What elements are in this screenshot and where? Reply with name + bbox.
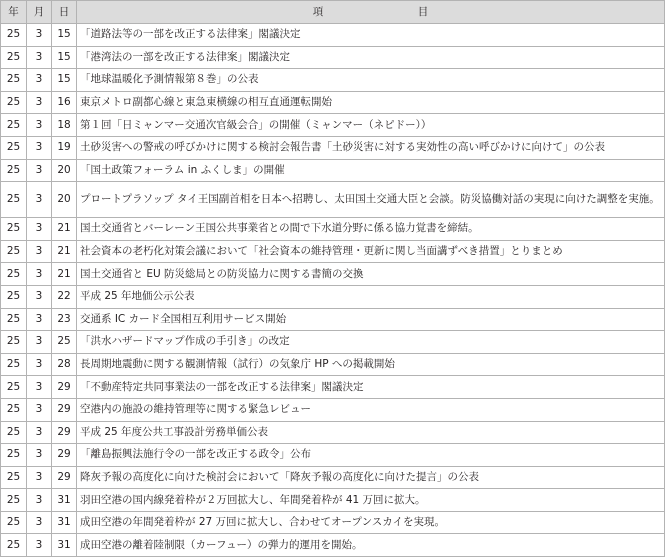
cell-day: 25	[52, 331, 77, 354]
cell-item: 交通系 IC カード全国相互利用サービス開始	[77, 308, 665, 331]
cell-item: 「道路法等の一部を改正する法律案」閣議決定	[77, 24, 665, 47]
cell-month: 3	[27, 444, 52, 467]
cell-year: 25	[1, 308, 27, 331]
cell-year: 25	[1, 376, 27, 399]
cell-day: 28	[52, 353, 77, 376]
cell-month: 3	[27, 511, 52, 534]
table-row	[1, 376, 665, 399]
table-row	[1, 218, 665, 241]
cell-day: 21	[52, 263, 77, 286]
cell-item: 降灰予報の高度化に向けた検討会において「降灰予報の高度化に向けた提言」の公表	[77, 466, 665, 489]
cell-month: 3	[27, 466, 52, 489]
cell-item: 国土交通省とバーレーン王国公共事業省との間で下水道分野に係る協力覚書を締結。	[77, 218, 665, 241]
cell-day: 29	[52, 376, 77, 399]
cell-day: 21	[52, 218, 77, 241]
cell-month: 3	[27, 159, 52, 182]
cell-year: 25	[1, 91, 27, 114]
table-row	[1, 240, 665, 263]
cell-month: 3	[27, 240, 52, 263]
table-row	[1, 398, 665, 421]
table-row	[1, 69, 665, 92]
cell-year: 25	[1, 534, 27, 557]
cell-year: 25	[1, 24, 27, 47]
cell-item: 「洪水ハザードマップ作成の手引き」の改定	[77, 331, 665, 354]
cell-item: 第１回「日ミャンマー交通次官級会合」の開催（ミャンマー（ネピドー））	[77, 114, 665, 137]
table-body	[1, 24, 665, 557]
cell-item: 空港内の施設の維持管理等に関する緊急レビュー	[77, 398, 665, 421]
table-row	[1, 489, 665, 512]
cell-item: 「港湾法の一部を改正する法律案」閣議決定	[77, 46, 665, 69]
cell-month: 3	[27, 376, 52, 399]
cell-item: 長周期地震動に関する観測情報（試行）の気象庁 HP への掲載開始	[77, 353, 665, 376]
table-row	[1, 331, 665, 354]
cell-item: 成田空港の離着陸制限（カーフュー）の弾力的運用を開始。	[77, 534, 665, 557]
cell-year: 25	[1, 466, 27, 489]
cell-item: 東京メトロ副都心線と東急東横線の相互直通運転開始	[77, 91, 665, 114]
cell-month: 3	[27, 24, 52, 47]
cell-year: 25	[1, 159, 27, 182]
cell-item: プロートプラソップ タイ王国副首相を日本へ招聘し、太田国土交通大臣と会談。防災協働対話の実現に向けた調整を実施。	[77, 182, 665, 218]
cell-month: 3	[27, 421, 52, 444]
table-row	[1, 353, 665, 376]
table-row	[1, 511, 665, 534]
table-row	[1, 136, 665, 159]
cell-year: 25	[1, 511, 27, 534]
cell-month: 3	[27, 182, 52, 218]
cell-day: 22	[52, 285, 77, 308]
table-row	[1, 308, 665, 331]
table-row	[1, 444, 665, 467]
cell-year: 25	[1, 240, 27, 263]
cell-year: 25	[1, 69, 27, 92]
cell-day: 18	[52, 114, 77, 137]
cell-month: 3	[27, 136, 52, 159]
cell-item: 成田空港の年間発着枠が 27 万回に拡大し、合わせてオープンスカイを実現。	[77, 511, 665, 534]
cell-month: 3	[27, 534, 52, 557]
cell-day: 29	[52, 444, 77, 467]
cell-day: 29	[52, 398, 77, 421]
cell-item: 土砂災害への警戒の呼びかけに関する検討会報告書「土砂災害に対する実効性の高い呼びかけに向けて」の公表	[77, 136, 665, 159]
table-row	[1, 91, 665, 114]
cell-year: 25	[1, 46, 27, 69]
cell-item: 国土交通省と EU 防災総局との防災協力に関する書簡の交換	[77, 263, 665, 286]
cell-item: 平成 25 年地価公示公表	[77, 285, 665, 308]
cell-day: 29	[52, 421, 77, 444]
cell-month: 3	[27, 69, 52, 92]
table-row	[1, 159, 665, 182]
cell-day: 20	[52, 159, 77, 182]
table-row	[1, 534, 665, 557]
header-month: 月	[27, 1, 52, 24]
cell-item: 「地球温暖化予測情報第８巻」の公表	[77, 69, 665, 92]
cell-day: 15	[52, 69, 77, 92]
cell-year: 25	[1, 114, 27, 137]
table-row	[1, 466, 665, 489]
cell-day: 31	[52, 511, 77, 534]
table-row	[1, 285, 665, 308]
cell-month: 3	[27, 218, 52, 241]
cell-month: 3	[27, 263, 52, 286]
table-row	[1, 46, 665, 69]
cell-year: 25	[1, 489, 27, 512]
cell-month: 3	[27, 308, 52, 331]
cell-day: 16	[52, 91, 77, 114]
cell-day: 23	[52, 308, 77, 331]
cell-day: 29	[52, 466, 77, 489]
table-row	[1, 421, 665, 444]
cell-day: 19	[52, 136, 77, 159]
cell-year: 25	[1, 331, 27, 354]
table-row	[1, 182, 665, 218]
cell-year: 25	[1, 263, 27, 286]
table-row	[1, 263, 665, 286]
cell-item: 社会資本の老朽化対策会議において「社会資本の維持管理・更新に関し当面講ずべき措置」とりまとめ	[77, 240, 665, 263]
cell-month: 3	[27, 489, 52, 512]
cell-month: 3	[27, 331, 52, 354]
header-year: 年	[1, 1, 27, 24]
cell-month: 3	[27, 46, 52, 69]
header-day: 日	[52, 1, 77, 24]
cell-year: 25	[1, 398, 27, 421]
table-row	[1, 114, 665, 137]
cell-item: 「離島振興法施行令の一部を改正する政令」公布	[77, 444, 665, 467]
cell-year: 25	[1, 182, 27, 218]
cell-month: 3	[27, 91, 52, 114]
table-row	[1, 24, 665, 47]
cell-year: 25	[1, 136, 27, 159]
cell-year: 25	[1, 421, 27, 444]
cell-month: 3	[27, 114, 52, 137]
cell-year: 25	[1, 285, 27, 308]
cell-year: 25	[1, 444, 27, 467]
cell-year: 25	[1, 218, 27, 241]
cell-day: 15	[52, 24, 77, 47]
cell-month: 3	[27, 398, 52, 421]
cell-item: 平成 25 年度公共工事設計労務単価公表	[77, 421, 665, 444]
header-item: 項 目	[77, 1, 665, 24]
header-row	[1, 1, 665, 24]
cell-item: 羽田空港の国内線発着枠が２万回拡大し、年間発着枠が 41 万回に拡大。	[77, 489, 665, 512]
cell-month: 3	[27, 285, 52, 308]
cell-day: 21	[52, 240, 77, 263]
cell-item: 「国土政策フォーラム in ふくしま」の開催	[77, 159, 665, 182]
cell-day: 31	[52, 534, 77, 557]
cell-item: 「不動産特定共同事業法の一部を改正する法律案」閣議決定	[77, 376, 665, 399]
cell-year: 25	[1, 353, 27, 376]
cell-day: 31	[52, 489, 77, 512]
cell-day: 20	[52, 182, 77, 218]
cell-day: 15	[52, 46, 77, 69]
cell-month: 3	[27, 353, 52, 376]
